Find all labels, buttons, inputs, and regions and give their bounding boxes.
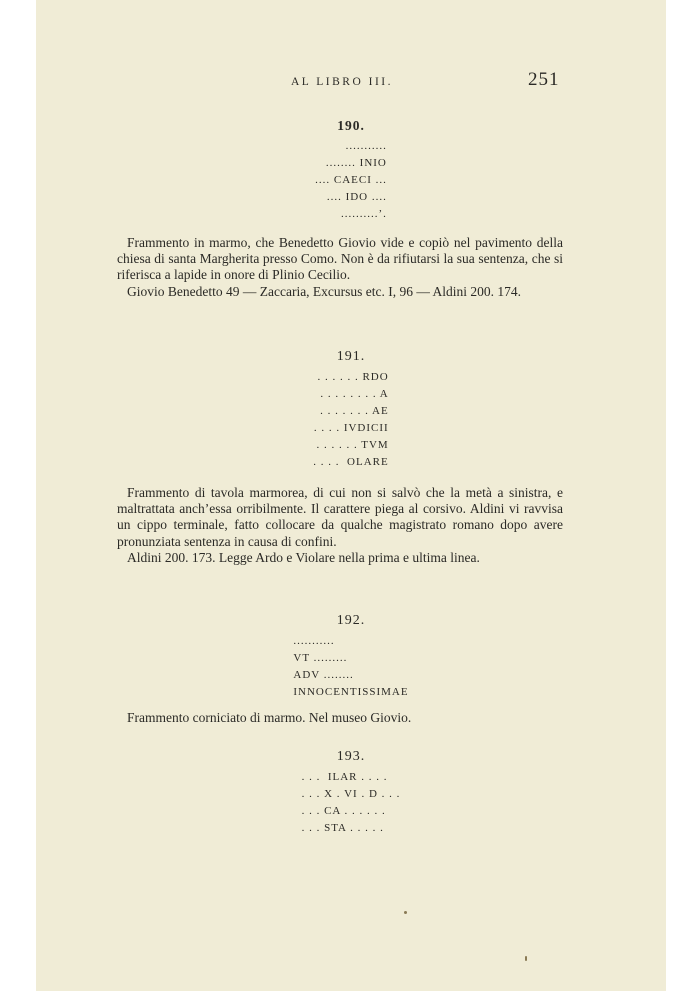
- inscription-line: .... CAECI ...: [315, 174, 387, 186]
- inscription-line: . . . . . . . . A: [320, 388, 389, 400]
- inscription-line: ..........’.: [340, 208, 387, 220]
- inscription-line: .... IDO ....: [326, 191, 387, 203]
- inscription-line: ...........: [345, 140, 387, 152]
- inscription-192: [36, 612, 666, 701]
- commentary-paragraph: Frammento in marmo, che Benedetto Giovio vide e copiò nel pavimento della chiesa di santa Margherita presso Como. Non è da rifiutarsi la sua sentenza, che si riferisca a lapide in onore di Plinio Cecilio.: [117, 235, 563, 283]
- inscription-number: 191.: [336, 349, 366, 364]
- inscription-line: ADV ........: [293, 669, 354, 681]
- paper-speck: [404, 911, 407, 914]
- inscription-line: ...........: [293, 635, 335, 647]
- inscription-text: [302, 769, 401, 837]
- inscription-line: . . . . . . RDO: [317, 371, 389, 383]
- inscription-line: . . . . . . . AE: [320, 405, 389, 417]
- inscription-line: ........ INIO: [325, 157, 387, 169]
- inscription-line: . . . ILAR . . . .: [301, 771, 388, 783]
- inscription-line: . . . CA . . . . . .: [301, 805, 386, 817]
- inscription-number: 192.: [336, 613, 366, 628]
- inscription-line: INNOCENTISSIMAE: [293, 686, 409, 698]
- inscription-193: [36, 748, 666, 837]
- commentary-191: [117, 485, 563, 566]
- inscription-text: [293, 633, 408, 701]
- inscription-line: VT .........: [293, 652, 348, 664]
- commentary-paragraph: Giovio Benedetto 49 — Zaccaria, Excursus etc. I, 96 — Aldini 200. 174.: [127, 283, 522, 299]
- inscription-text: [315, 138, 387, 223]
- inscription-line: . . . . IVDICII: [313, 422, 389, 434]
- inscription-line: . . . STA . . . . .: [301, 822, 384, 834]
- inscription-191: [36, 348, 666, 471]
- running-header: AL LIBRO III.: [290, 76, 394, 88]
- commentary-paragraph: Frammento corniciato di marmo. Nel museo Giovio.: [127, 710, 412, 725]
- inscription-190: [36, 117, 666, 223]
- inscription-line: . . . . . . TVM: [316, 439, 389, 451]
- commentary-paragraph: Frammento di tavola marmorea, di cui non si salvò che la metà a sinistra, e maltrattata anch’essa orribilmente. Il carattere piega al corsivo. Aldini vi ravvisa un cippo terminale, fatto collocare da qualche magistrato romano dopo avere pronunziata sentenza in causa di confini.: [117, 485, 563, 549]
- inscription-line: . . . X . VI . D . . .: [301, 788, 401, 800]
- commentary-190: [117, 235, 563, 300]
- inscription-text: [313, 369, 388, 471]
- commentary-192: [117, 710, 563, 726]
- commentary-paragraph: Aldini 200. 173. Legge Ardo e Violare nella prima e ultima linea.: [127, 549, 480, 565]
- inscription-number: 190.: [337, 118, 365, 133]
- inscription-line: . . . . OLARE: [313, 456, 389, 468]
- page-number: 251: [528, 69, 560, 90]
- paper-speck: [525, 956, 527, 961]
- paper-sheet: [36, 0, 666, 991]
- inscription-number: 193.: [336, 749, 366, 764]
